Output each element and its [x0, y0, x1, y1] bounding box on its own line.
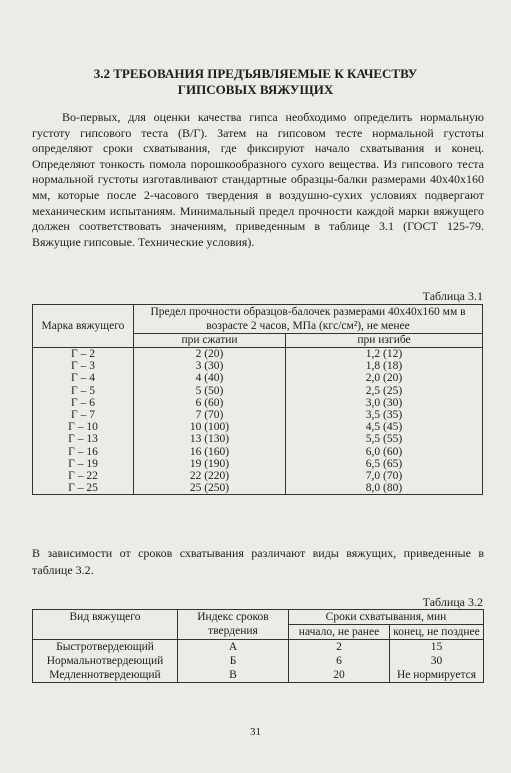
table-1-header-compression: при сжатии: [134, 334, 286, 348]
cell-end: Не нормируется: [390, 668, 484, 683]
cell-bending: 3,0 (30): [286, 397, 483, 409]
cell-end: 30: [390, 654, 484, 668]
cell-compression: 6 (60): [134, 397, 286, 409]
cell-bending: 1,2 (12): [286, 348, 483, 361]
table-row: [33, 385, 483, 397]
cell-type: Медленнотвердеющий: [33, 668, 178, 683]
cell-bending: 4,5 (45): [286, 421, 483, 433]
cell-type: Нормальнотвердеющий: [33, 654, 178, 668]
table-1-header-bending: при изгибе: [286, 334, 483, 348]
cell-index: А: [178, 640, 289, 655]
cell-grade: Г – 3: [33, 360, 134, 372]
section-heading: [40, 66, 471, 98]
cell-grade: Г – 16: [33, 446, 134, 458]
cell-grade: Г – 4: [33, 372, 134, 384]
table-1-header-grade: Марка вяжущего: [33, 305, 134, 348]
cell-start: 2: [289, 640, 390, 655]
cell-compression: 7 (70): [134, 409, 286, 421]
cell-grade: Г – 13: [33, 433, 134, 445]
table-2-header-end: конец, не позднее: [390, 625, 484, 640]
cell-bending: 6,5 (65): [286, 458, 483, 470]
table-row: [33, 470, 483, 482]
table-2-header-index: Индекс сроков твердения: [178, 610, 289, 640]
table-2-header-setting: Сроки схватывания, мин: [289, 610, 484, 625]
table-row: [33, 433, 483, 445]
cell-index: Б: [178, 654, 289, 668]
table-2-caption: Таблица 3.2: [422, 595, 483, 609]
cell-grade: Г – 25: [33, 482, 134, 495]
table-row: [33, 397, 483, 409]
table-row: [33, 482, 483, 495]
strength-table: [32, 304, 483, 495]
table-1-caption: Таблица 3.1: [422, 289, 483, 303]
table-2-header-type: Вид вяжущего: [33, 610, 178, 640]
cell-end: 15: [390, 640, 484, 655]
table-row: [33, 409, 483, 421]
table-1-header-strength: Предел прочности образцов-балочек размерами 40х40х160 мм в возрасте 2 часов, МПа (кгс/см²), не менее: [134, 305, 483, 334]
table-row: [33, 458, 483, 470]
table-row: [33, 446, 483, 458]
table-row: [33, 640, 484, 655]
cell-compression: 4 (40): [134, 372, 286, 384]
cell-bending: 5,5 (55): [286, 433, 483, 445]
cell-compression: 10 (100): [134, 421, 286, 433]
cell-start: 20: [289, 668, 390, 683]
cell-compression: 3 (30): [134, 360, 286, 372]
heading-line-2: ГИПСОВЫХ ВЯЖУЩИХ: [177, 82, 334, 97]
table-row: [33, 668, 484, 683]
cell-start: 6: [289, 654, 390, 668]
cell-compression: 19 (190): [134, 458, 286, 470]
table-row: [33, 348, 483, 361]
cell-bending: 6,0 (60): [286, 446, 483, 458]
cell-bending: 1,8 (18): [286, 360, 483, 372]
cell-grade: Г – 19: [33, 458, 134, 470]
cell-bending: 7,0 (70): [286, 470, 483, 482]
paragraph-2: В зависимости от сроков схватывания различают виды вяжущих, приведенные в таблице 3.2.: [32, 546, 484, 577]
cell-bending: 8,0 (80): [286, 482, 483, 495]
cell-bending: 2,0 (20): [286, 372, 483, 384]
cell-bending: 2,5 (25): [286, 385, 483, 397]
cell-bending: 3,5 (35): [286, 409, 483, 421]
cell-type: Быстротвердеющий: [33, 640, 178, 655]
table-row: [33, 372, 483, 384]
heading-line-1: 3.2 ТРЕБОВАНИЯ ПРЕДЪЯВЛЯЕМЫЕ К КАЧЕСТВУ: [93, 66, 418, 81]
setting-time-table: [32, 609, 484, 683]
table-row: [33, 360, 483, 372]
table-2-header-start: начало, не ранее: [289, 625, 390, 640]
cell-grade: Г – 2: [33, 348, 134, 361]
table-row: [33, 421, 483, 433]
cell-grade: Г – 7: [33, 409, 134, 421]
cell-grade: Г – 10: [33, 421, 134, 433]
cell-grade: Г – 6: [33, 397, 134, 409]
cell-index: В: [178, 668, 289, 683]
table-row: [33, 654, 484, 668]
cell-compression: 2 (20): [134, 348, 286, 361]
cell-grade: Г – 22: [33, 470, 134, 482]
cell-compression: 25 (250): [134, 482, 286, 495]
page-number: 31: [250, 726, 261, 738]
cell-grade: Г – 5: [33, 385, 134, 397]
cell-compression: 22 (220): [134, 470, 286, 482]
cell-compression: 5 (50): [134, 385, 286, 397]
cell-compression: 16 (160): [134, 446, 286, 458]
cell-compression: 13 (130): [134, 433, 286, 445]
paragraph-1: Во-первых, для оценки качества гипса необходимо определить нормальную густоту гипсового теста (В/Г). Затем на гипсовом тесте нормальной густоты определяют сроки схватывания, где фиксируют начало схватывания и конец. Определяют тонкость помола порошкообразного сухого вещества. Из гипсового теста нормальной густоты изготавливают стандартные образцы-балки размерами 40х40х160 мм, которые после 2-часового твердения в воздушно-сухих условиях подвергают механическим испытаниям. Минимальный предел прочности каждой марки вяжущего должен соответствовать значениям, приведенным в таблице 3.1 (ГОСТ 125-79. Вяжущие гипсовые. Технические условия).: [32, 110, 484, 249]
